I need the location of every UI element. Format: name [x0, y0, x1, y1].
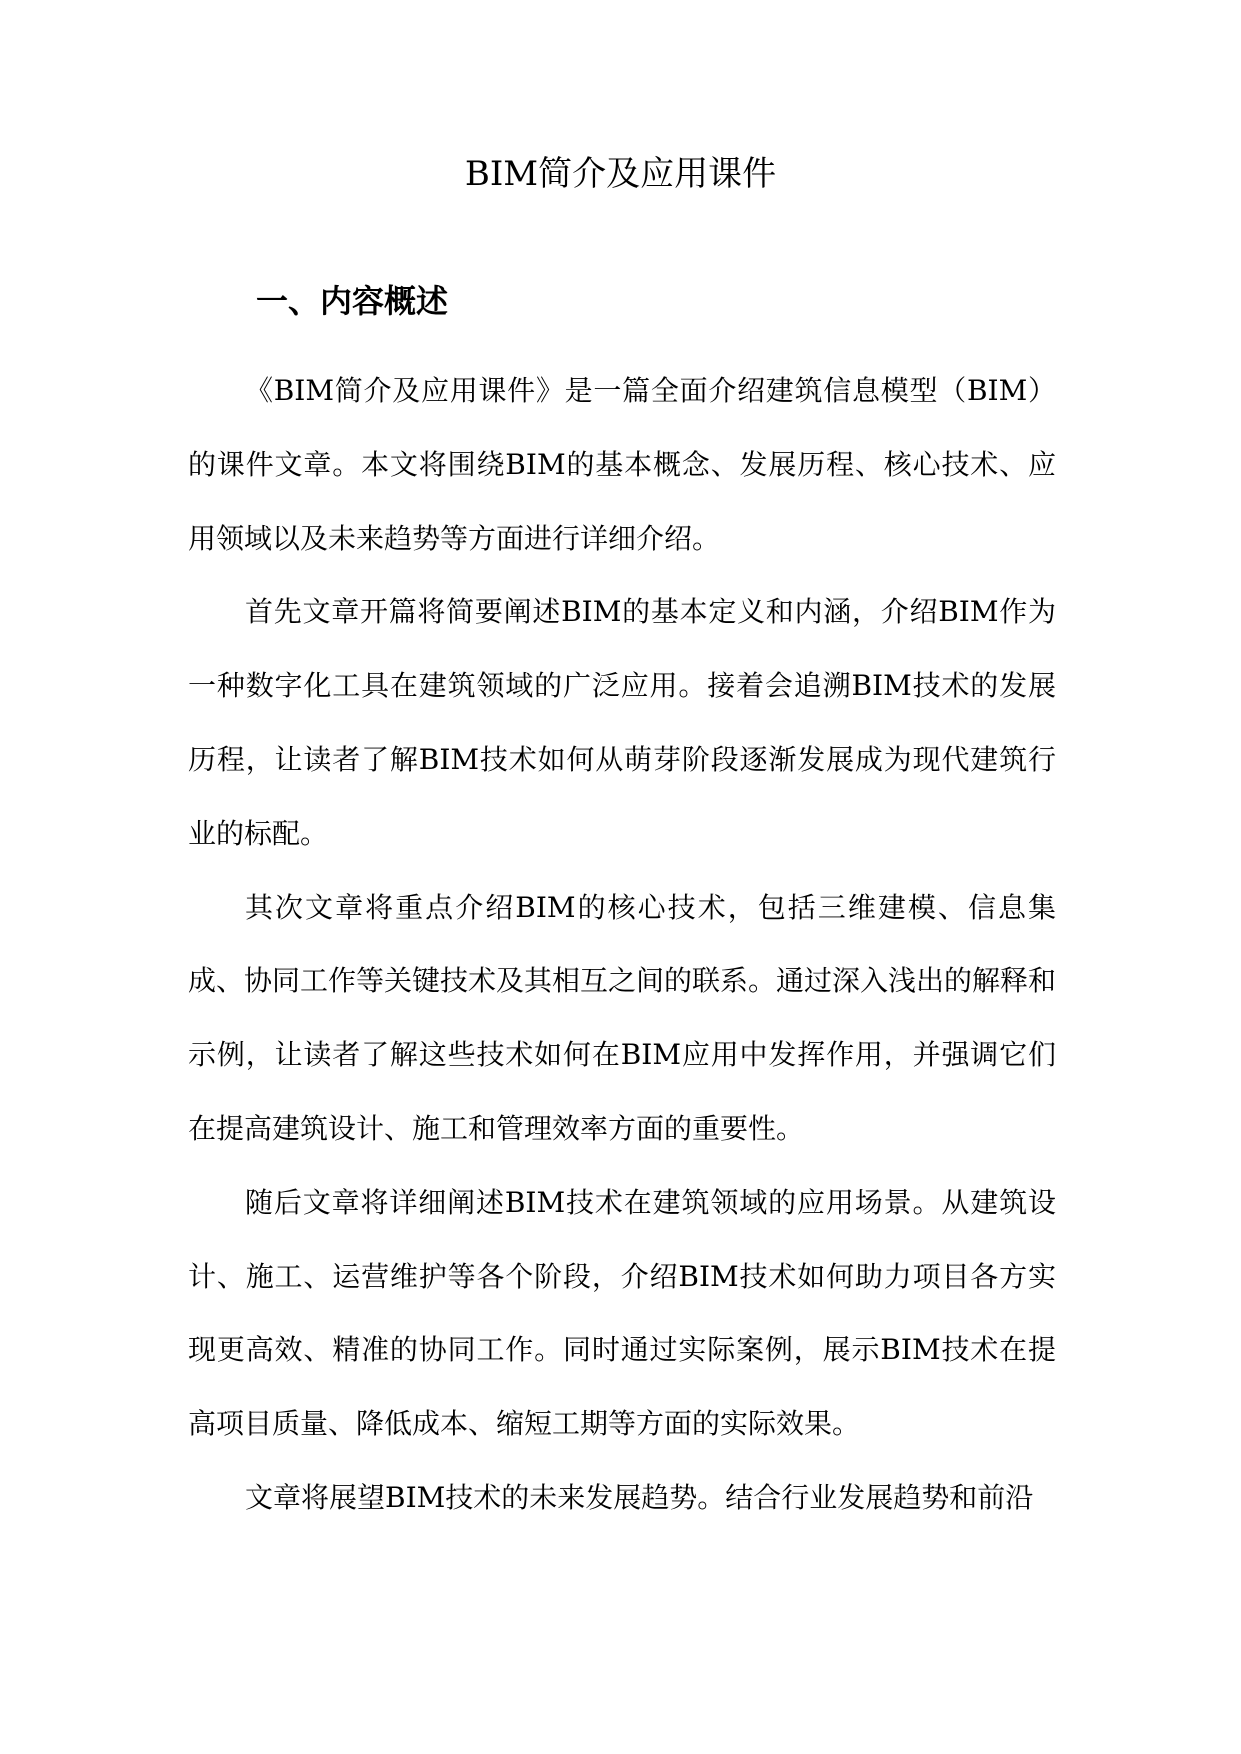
paragraph: 首先文章开篇将简要阐述BIM的基本定义和内涵，介绍BIM作为一种数字化工具在建筑领域的广泛应用。接着会追溯BIM技术的发展历程，让读者了解BIM技术如何从萌芽阶段逐渐发展成为现代建筑行业的标配。	[188, 595, 1056, 850]
document-body	[188, 354, 1056, 1535]
section-heading: 一、内容概述	[256, 282, 449, 320]
paragraph: 随后文章将详细阐述BIM技术在建筑领域的应用场景。从建筑设计、施工、运营维护等各个阶段，介绍BIM技术如何助力项目各方实现更高效、精准的协同工作。同时通过实际案例，展示BIM技术在提高项目质量、降低成本、缩短工期等方面的实际效果。	[188, 1185, 1056, 1441]
paragraph: 文章将展望BIM技术的未来发展趋势。结合行业发展趋势和前沿	[245, 1480, 1034, 1514]
paragraph: 其次文章将重点介绍BIM的核心技术，包括三维建模、信息集成、协同工作等关键技术及其相互之间的联系。通过深入浅出的解释和示例，让读者了解这些技术如何在BIM应用中发挥作用，并强调它们在提高建筑设计、施工和管理效率方面的重要性。	[188, 890, 1057, 1145]
paragraph: 《BIM简介及应用课件》是一篇全面介绍建筑信息模型（BIM）的课件文章。本文将围绕BIM的基本概念、发展历程、核心技术、应用领域以及未来趋势等方面进行详细介绍。	[188, 374, 1056, 555]
document-title: BIM简介及应用课件	[464, 154, 777, 194]
